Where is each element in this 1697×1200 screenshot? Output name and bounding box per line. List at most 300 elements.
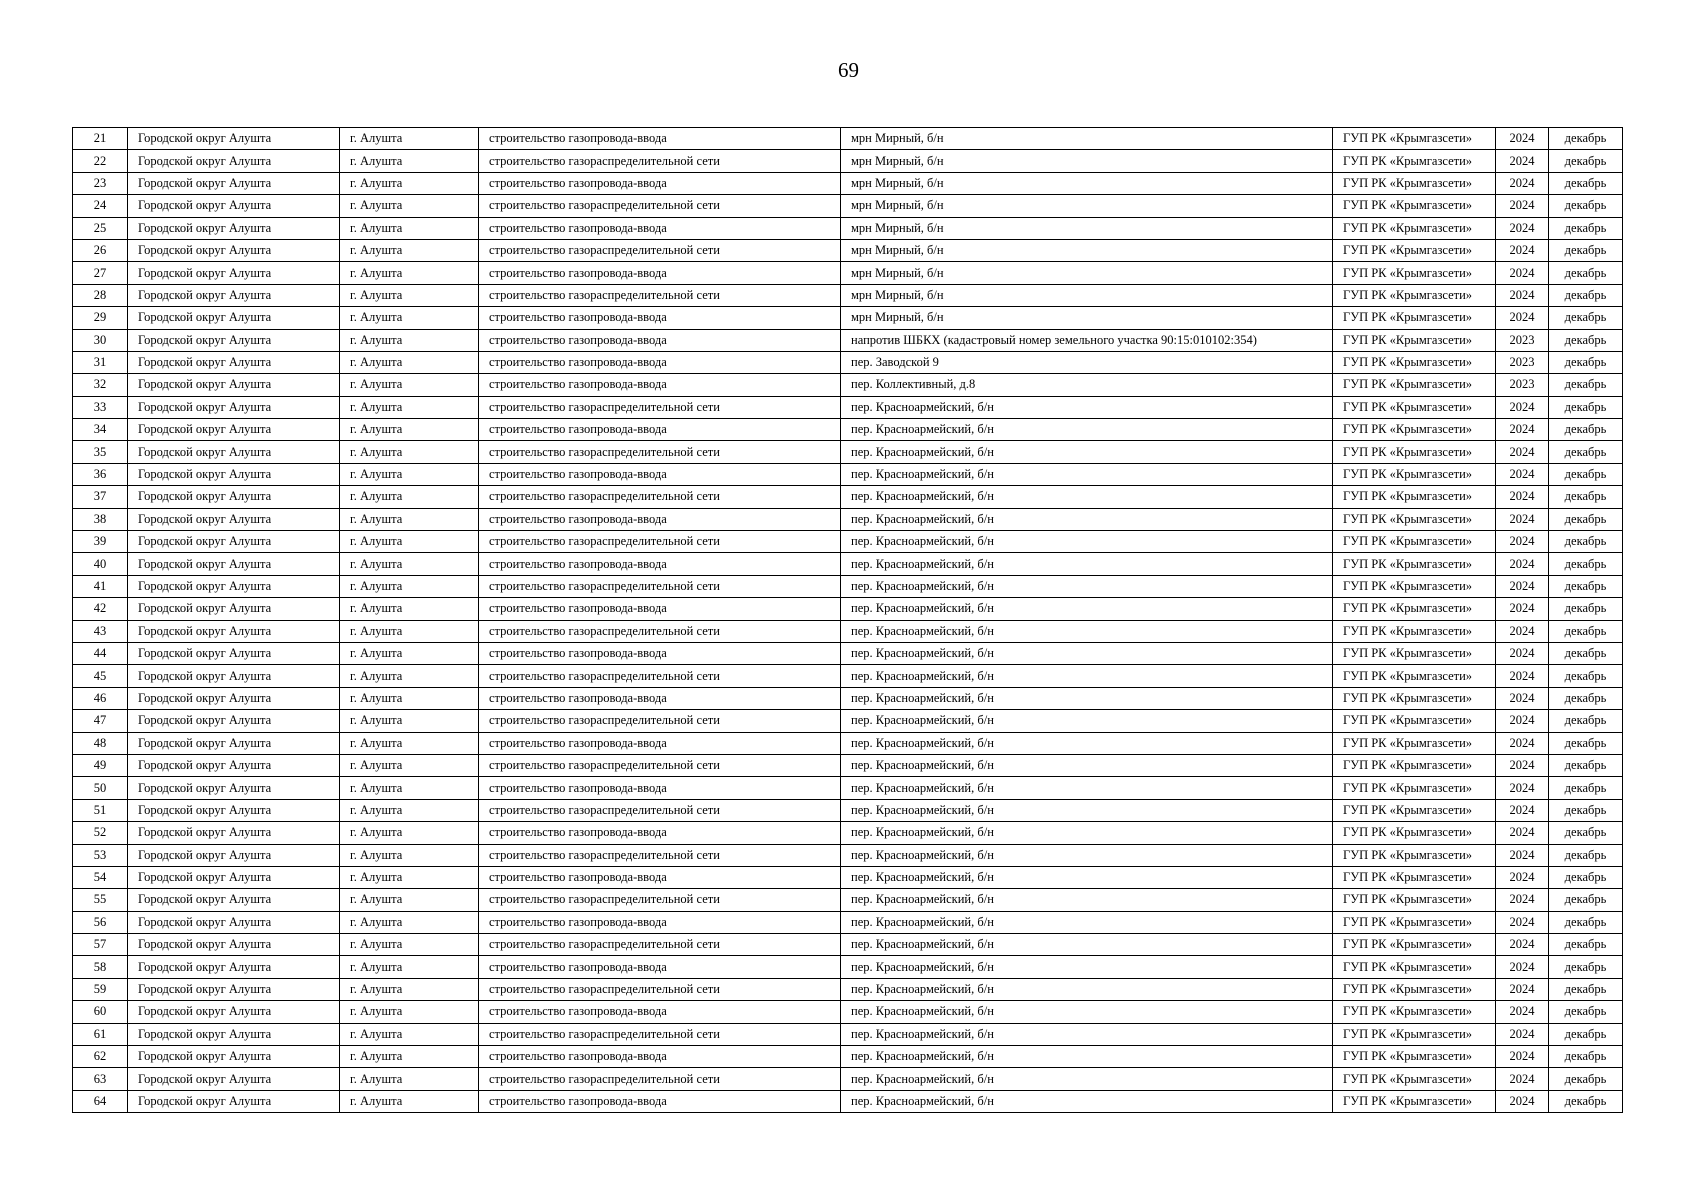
address-cell: пер. Красноармейский, б/н [841,732,1333,754]
year-cell: 2024 [1496,799,1549,821]
district-cell: Городской округ Алушта [128,128,340,150]
row-number: 61 [73,1023,128,1045]
city-cell: г. Алушта [340,1001,479,1023]
organization-cell: ГУП РК «Крымгазсети» [1333,598,1496,620]
month-cell: декабрь [1549,239,1623,261]
table-body [73,128,1623,1113]
address-cell: пер. Красноармейский, б/н [841,575,1333,597]
work-type-cell: строительство газопровода-ввода [479,642,841,664]
table-row [73,553,1623,575]
district-cell: Городской округ Алушта [128,329,340,351]
table-row [73,262,1623,284]
address-cell: пер. Красноармейский, б/н [841,441,1333,463]
work-type-cell: строительство газораспределительной сети [479,934,841,956]
year-cell: 2024 [1496,866,1549,888]
address-cell: пер. Красноармейский, б/н [841,978,1333,1000]
district-cell: Городской округ Алушта [128,396,340,418]
row-number: 28 [73,284,128,306]
year-cell: 2024 [1496,777,1549,799]
month-cell: декабрь [1549,642,1623,664]
table-row [73,934,1623,956]
year-cell: 2024 [1496,575,1549,597]
month-cell: декабрь [1549,1001,1623,1023]
row-number: 31 [73,351,128,373]
table-row [73,598,1623,620]
address-cell: пер. Красноармейский, б/н [841,866,1333,888]
organization-cell: ГУП РК «Крымгазсети» [1333,642,1496,664]
organization-cell: ГУП РК «Крымгазсети» [1333,575,1496,597]
work-type-cell: строительство газораспределительной сети [479,575,841,597]
address-cell: мрн Мирный, б/н [841,239,1333,261]
row-number: 57 [73,934,128,956]
work-type-cell: строительство газопровода-ввода [479,351,841,373]
organization-cell: ГУП РК «Крымгазсети» [1333,419,1496,441]
city-cell: г. Алушта [340,128,479,150]
address-cell: пер. Красноармейский, б/н [841,598,1333,620]
address-cell: мрн Мирный, б/н [841,150,1333,172]
month-cell: декабрь [1549,351,1623,373]
year-cell: 2024 [1496,956,1549,978]
work-type-cell: строительство газораспределительной сети [479,1068,841,1090]
address-cell: пер. Красноармейский, б/н [841,531,1333,553]
city-cell: г. Алушта [340,710,479,732]
district-cell: Городской округ Алушта [128,598,340,620]
city-cell: г. Алушта [340,150,479,172]
city-cell: г. Алушта [340,374,479,396]
organization-cell: ГУП РК «Крымгазсети» [1333,441,1496,463]
row-number: 29 [73,307,128,329]
month-cell: декабрь [1549,553,1623,575]
row-number: 22 [73,150,128,172]
table-row [73,374,1623,396]
row-number: 34 [73,419,128,441]
table-row [73,575,1623,597]
year-cell: 2024 [1496,598,1549,620]
year-cell: 2024 [1496,441,1549,463]
address-cell: пер. Красноармейский, б/н [841,844,1333,866]
table-row [73,866,1623,888]
row-number: 32 [73,374,128,396]
row-number: 25 [73,217,128,239]
work-type-cell: строительство газопровода-ввода [479,687,841,709]
month-cell: декабрь [1549,128,1623,150]
row-number: 45 [73,665,128,687]
work-type-cell: строительство газопровода-ввода [479,463,841,485]
address-cell: пер. Красноармейский, б/н [841,777,1333,799]
address-cell: пер. Красноармейский, б/н [841,911,1333,933]
table-row [73,732,1623,754]
table-row [73,710,1623,732]
organization-cell: ГУП РК «Крымгазсети» [1333,620,1496,642]
district-cell: Городской округ Алушта [128,642,340,664]
address-cell: мрн Мирный, б/н [841,128,1333,150]
address-cell: пер. Красноармейский, б/н [841,799,1333,821]
city-cell: г. Алушта [340,575,479,597]
table-row [73,195,1623,217]
city-cell: г. Алушта [340,1023,479,1045]
month-cell: декабрь [1549,150,1623,172]
table-row [73,463,1623,485]
work-type-cell: строительство газопровода-ввода [479,172,841,194]
district-cell: Городской округ Алушта [128,307,340,329]
year-cell: 2024 [1496,1046,1549,1068]
row-number: 41 [73,575,128,597]
city-cell: г. Алушта [340,217,479,239]
month-cell: декабрь [1549,531,1623,553]
month-cell: декабрь [1549,754,1623,776]
row-number: 52 [73,822,128,844]
month-cell: декабрь [1549,799,1623,821]
table-row [73,284,1623,306]
city-cell: г. Алушта [340,239,479,261]
table-row [73,351,1623,373]
table-row [73,642,1623,664]
address-cell: пер. Красноармейский, б/н [841,419,1333,441]
month-cell: декабрь [1549,396,1623,418]
city-cell: г. Алушта [340,732,479,754]
city-cell: г. Алушта [340,956,479,978]
year-cell: 2024 [1496,553,1549,575]
year-cell: 2024 [1496,172,1549,194]
table-row [73,754,1623,776]
address-cell: пер. Красноармейский, б/н [841,754,1333,776]
address-cell: пер. Красноармейский, б/н [841,620,1333,642]
work-type-cell: строительство газораспределительной сети [479,195,841,217]
organization-cell: ГУП РК «Крымгазсети» [1333,307,1496,329]
district-cell: Городской округ Алушта [128,844,340,866]
table-row [73,799,1623,821]
district-cell: Городской округ Алушта [128,486,340,508]
organization-cell: ГУП РК «Крымгазсети» [1333,1023,1496,1045]
work-type-cell: строительство газопровода-ввода [479,329,841,351]
district-cell: Городской округ Алушта [128,799,340,821]
city-cell: г. Алушта [340,195,479,217]
district-cell: Городской округ Алушта [128,441,340,463]
year-cell: 2024 [1496,1001,1549,1023]
work-type-cell: строительство газопровода-ввода [479,911,841,933]
month-cell: декабрь [1549,441,1623,463]
city-cell: г. Алушта [340,307,479,329]
organization-cell: ГУП РК «Крымгазсети» [1333,1001,1496,1023]
month-cell: декабрь [1549,889,1623,911]
month-cell: декабрь [1549,575,1623,597]
month-cell: декабрь [1549,598,1623,620]
district-cell: Городской округ Алушта [128,351,340,373]
city-cell: г. Алушта [340,598,479,620]
organization-cell: ГУП РК «Крымгазсети» [1333,687,1496,709]
month-cell: декабрь [1549,934,1623,956]
month-cell: декабрь [1549,508,1623,530]
table-row [73,911,1623,933]
city-cell: г. Алушта [340,486,479,508]
year-cell: 2024 [1496,665,1549,687]
table-row [73,419,1623,441]
month-cell: декабрь [1549,284,1623,306]
district-cell: Городской округ Алушта [128,1001,340,1023]
year-cell: 2024 [1496,1090,1549,1112]
table-row [73,396,1623,418]
work-type-cell: строительство газопровода-ввода [479,1001,841,1023]
table-row [73,441,1623,463]
address-cell: пер. Красноармейский, б/н [841,822,1333,844]
row-number: 64 [73,1090,128,1112]
district-cell: Городской округ Алушта [128,284,340,306]
month-cell: декабрь [1549,374,1623,396]
city-cell: г. Алушта [340,351,479,373]
city-cell: г. Алушта [340,844,479,866]
district-cell: Городской округ Алушта [128,732,340,754]
address-cell: пер. Красноармейский, б/н [841,486,1333,508]
row-number: 55 [73,889,128,911]
year-cell: 2024 [1496,531,1549,553]
table-row [73,486,1623,508]
address-cell: пер. Красноармейский, б/н [841,1090,1333,1112]
year-cell: 2024 [1496,822,1549,844]
year-cell: 2024 [1496,284,1549,306]
address-cell: мрн Мирный, б/н [841,284,1333,306]
city-cell: г. Алушта [340,687,479,709]
address-cell: пер. Красноармейский, б/н [841,396,1333,418]
month-cell: декабрь [1549,1090,1623,1112]
work-type-cell: строительство газораспределительной сети [479,441,841,463]
city-cell: г. Алушта [340,463,479,485]
month-cell: декабрь [1549,978,1623,1000]
city-cell: г. Алушта [340,777,479,799]
month-cell: декабрь [1549,911,1623,933]
city-cell: г. Алушта [340,799,479,821]
row-number: 39 [73,531,128,553]
month-cell: декабрь [1549,486,1623,508]
table-row [73,844,1623,866]
month-cell: декабрь [1549,195,1623,217]
district-cell: Городской округ Алушта [128,239,340,261]
district-cell: Городской округ Алушта [128,620,340,642]
work-type-cell: строительство газопровода-ввода [479,956,841,978]
year-cell: 2024 [1496,150,1549,172]
year-cell: 2023 [1496,351,1549,373]
district-cell: Городской округ Алушта [128,978,340,1000]
work-type-cell: строительство газораспределительной сети [479,284,841,306]
year-cell: 2024 [1496,911,1549,933]
city-cell: г. Алушта [340,665,479,687]
organization-cell: ГУП РК «Крымгазсети» [1333,195,1496,217]
month-cell: декабрь [1549,217,1623,239]
month-cell: декабрь [1549,956,1623,978]
address-cell: пер. Красноармейский, б/н [841,553,1333,575]
year-cell: 2024 [1496,486,1549,508]
organization-cell: ГУП РК «Крымгазсети» [1333,844,1496,866]
year-cell: 2024 [1496,844,1549,866]
address-cell: мрн Мирный, б/н [841,172,1333,194]
table-row [73,687,1623,709]
district-cell: Городской округ Алушта [128,172,340,194]
city-cell: г. Алушта [340,531,479,553]
table-row [73,239,1623,261]
year-cell: 2024 [1496,754,1549,776]
table-row [73,150,1623,172]
table-row [73,956,1623,978]
organization-cell: ГУП РК «Крымгазсети» [1333,732,1496,754]
address-cell: напротив ШБКХ (кадастровый номер земельного участка 90:15:010102:354) [841,329,1333,351]
district-cell: Городской округ Алушта [128,777,340,799]
work-type-cell: строительство газопровода-ввода [479,508,841,530]
organization-cell: ГУП РК «Крымгазсети» [1333,351,1496,373]
city-cell: г. Алушта [340,620,479,642]
district-cell: Городской округ Алушта [128,710,340,732]
row-number: 27 [73,262,128,284]
city-cell: г. Алушта [340,911,479,933]
city-cell: г. Алушта [340,329,479,351]
organization-cell: ГУП РК «Крымгазсети» [1333,463,1496,485]
district-cell: Городской округ Алушта [128,262,340,284]
work-type-cell: строительство газопровода-ввода [479,553,841,575]
work-type-cell: строительство газораспределительной сети [479,889,841,911]
month-cell: декабрь [1549,1023,1623,1045]
address-cell: мрн Мирный, б/н [841,307,1333,329]
row-number: 35 [73,441,128,463]
city-cell: г. Алушта [340,419,479,441]
work-type-cell: строительство газораспределительной сети [479,486,841,508]
address-cell: пер. Красноармейский, б/н [841,1023,1333,1045]
gasification-table [72,127,1623,1113]
year-cell: 2024 [1496,687,1549,709]
month-cell: декабрь [1549,844,1623,866]
work-type-cell: строительство газопровода-ввода [479,1046,841,1068]
city-cell: г. Алушта [340,1068,479,1090]
organization-cell: ГУП РК «Крымгазсети» [1333,217,1496,239]
row-number: 36 [73,463,128,485]
row-number: 46 [73,687,128,709]
district-cell: Городской округ Алушта [128,419,340,441]
organization-cell: ГУП РК «Крымгазсети» [1333,172,1496,194]
work-type-cell: строительство газопровода-ввода [479,598,841,620]
address-cell: пер. Красноармейский, б/н [841,687,1333,709]
row-number: 26 [73,239,128,261]
row-number: 48 [73,732,128,754]
row-number: 59 [73,978,128,1000]
work-type-cell: строительство газораспределительной сети [479,1023,841,1045]
year-cell: 2024 [1496,239,1549,261]
month-cell: декабрь [1549,172,1623,194]
address-cell: мрн Мирный, б/н [841,217,1333,239]
year-cell: 2024 [1496,642,1549,664]
address-cell: пер. Коллективный, д.8 [841,374,1333,396]
year-cell: 2024 [1496,262,1549,284]
table-row [73,1046,1623,1068]
table-row [73,1001,1623,1023]
year-cell: 2024 [1496,396,1549,418]
work-type-cell: строительство газораспределительной сети [479,150,841,172]
work-type-cell: строительство газораспределительной сети [479,239,841,261]
organization-cell: ГУП РК «Крымгазсети» [1333,262,1496,284]
row-number: 49 [73,754,128,776]
year-cell: 2024 [1496,710,1549,732]
month-cell: декабрь [1549,665,1623,687]
organization-cell: ГУП РК «Крымгазсети» [1333,754,1496,776]
work-type-cell: строительство газопровода-ввода [479,822,841,844]
address-cell: пер. Красноармейский, б/н [841,1068,1333,1090]
work-type-cell: строительство газораспределительной сети [479,620,841,642]
year-cell: 2024 [1496,1023,1549,1045]
city-cell: г. Алушта [340,934,479,956]
district-cell: Городской округ Алушта [128,1090,340,1112]
month-cell: декабрь [1549,732,1623,754]
table-row [73,172,1623,194]
organization-cell: ГУП РК «Крымгазсети» [1333,956,1496,978]
work-type-cell: строительство газопровода-ввода [479,1090,841,1112]
city-cell: г. Алушта [340,889,479,911]
row-number: 53 [73,844,128,866]
city-cell: г. Алушта [340,822,479,844]
organization-cell: ГУП РК «Крымгазсети» [1333,128,1496,150]
organization-cell: ГУП РК «Крымгазсети» [1333,553,1496,575]
year-cell: 2024 [1496,217,1549,239]
table-row [73,531,1623,553]
year-cell: 2023 [1496,329,1549,351]
district-cell: Городской округ Алушта [128,1046,340,1068]
year-cell: 2024 [1496,463,1549,485]
month-cell: декабрь [1549,329,1623,351]
organization-cell: ГУП РК «Крымгазсети» [1333,978,1496,1000]
month-cell: декабрь [1549,687,1623,709]
year-cell: 2024 [1496,128,1549,150]
city-cell: г. Алушта [340,754,479,776]
organization-cell: ГУП РК «Крымгазсети» [1333,239,1496,261]
month-cell: декабрь [1549,620,1623,642]
city-cell: г. Алушта [340,642,479,664]
row-number: 21 [73,128,128,150]
row-number: 63 [73,1068,128,1090]
organization-cell: ГУП РК «Крымгазсети» [1333,911,1496,933]
row-number: 43 [73,620,128,642]
month-cell: декабрь [1549,822,1623,844]
city-cell: г. Алушта [340,284,479,306]
work-type-cell: строительство газопровода-ввода [479,866,841,888]
organization-cell: ГУП РК «Крымгазсети» [1333,508,1496,530]
table-row [73,665,1623,687]
district-cell: Городской округ Алушта [128,822,340,844]
work-type-cell: строительство газораспределительной сети [479,799,841,821]
table-row [73,777,1623,799]
month-cell: декабрь [1549,419,1623,441]
district-cell: Городской округ Алушта [128,866,340,888]
city-cell: г. Алушта [340,396,479,418]
work-type-cell: строительство газопровода-ввода [479,262,841,284]
work-type-cell: строительство газопровода-ввода [479,419,841,441]
address-cell: мрн Мирный, б/н [841,195,1333,217]
row-number: 62 [73,1046,128,1068]
month-cell: декабрь [1549,710,1623,732]
address-cell: пер. Красноармейский, б/н [841,463,1333,485]
page-number: 69 [838,58,859,82]
organization-cell: ГУП РК «Крымгазсети» [1333,396,1496,418]
city-cell: г. Алушта [340,1046,479,1068]
year-cell: 2024 [1496,508,1549,530]
year-cell: 2023 [1496,374,1549,396]
row-number: 42 [73,598,128,620]
address-cell: пер. Красноармейский, б/н [841,956,1333,978]
work-type-cell: строительство газораспределительной сети [479,754,841,776]
district-cell: Городской округ Алушта [128,374,340,396]
work-type-cell: строительство газораспределительной сети [479,531,841,553]
table-row [73,128,1623,150]
month-cell: декабрь [1549,307,1623,329]
organization-cell: ГУП РК «Крымгазсети» [1333,374,1496,396]
year-cell: 2024 [1496,889,1549,911]
district-cell: Городской округ Алушта [128,956,340,978]
table-row [73,620,1623,642]
city-cell: г. Алушта [340,1090,479,1112]
